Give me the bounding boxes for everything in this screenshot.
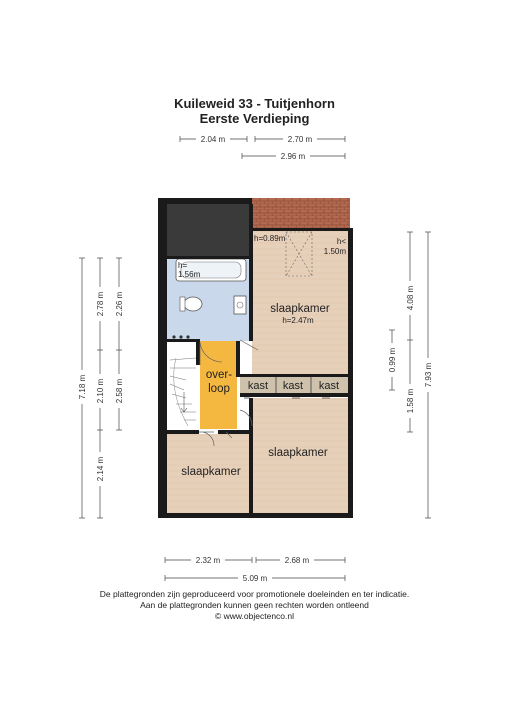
dim-left-inner-a: 2.26 m: [115, 291, 124, 317]
dim-right-c: 1.58 m: [406, 388, 415, 414]
room-label-closet-2: kast: [282, 380, 304, 392]
dim-right-total: 7.93 m: [424, 362, 433, 388]
footer-disclaimer-1: De plattegronden zijn geproduceerd voor promotionele doeleinden en ter indicatie.: [99, 589, 410, 599]
dim-right-b: 4.08 m: [406, 285, 415, 311]
slope-height-high-2: 1.50m: [323, 247, 346, 256]
room-label-closet-1: kast: [247, 380, 269, 392]
dim-right-a: 0.99 m: [388, 347, 397, 373]
room-label-bedroom-small: slaapkamer: [181, 466, 241, 478]
bath-height-2: 1.56m: [178, 270, 201, 279]
room-label-landing-1: over-: [205, 369, 233, 381]
slope-height-low: h=0.89m: [254, 234, 286, 243]
room-label-closet-3: kast: [318, 380, 340, 392]
slope-height-high-1: h<: [336, 237, 346, 246]
footer-copyright: © www.objectenco.nl: [214, 611, 295, 621]
plan-title: Kuileweid 33 - Tuitjenhorn: [174, 96, 335, 111]
room-height-bedroom-main: h=2.47m: [282, 316, 314, 325]
dim-left-mid-c: 2.14 m: [96, 456, 105, 482]
floor-name: Eerste Verdieping: [199, 111, 310, 126]
dim-left-outer: 7.18 m: [78, 374, 87, 400]
sink: [234, 296, 246, 314]
room-label-landing-2: loop: [208, 383, 230, 395]
dim-bottom-total: 5.09 m: [242, 574, 268, 583]
dim-bottom-a: 2.32 m: [195, 556, 221, 565]
room-label-bedroom-back: slaapkamer: [268, 447, 328, 459]
dim-left-inner-b: 2.58 m: [115, 378, 124, 404]
room-label-bedroom-main: slaapkamer: [270, 303, 330, 315]
dim-left-mid-a: 2.78 m: [96, 291, 105, 317]
bath-height-1: h=: [178, 261, 188, 270]
dark-room: [164, 204, 250, 256]
roof-tiles: [250, 198, 350, 230]
dim-top-b: 2.70 m: [287, 135, 313, 144]
toilet: [184, 297, 202, 311]
dim-top-a: 2.04 m: [200, 135, 226, 144]
dim-top-c: 2.96 m: [280, 152, 306, 161]
footer-disclaimer-2: Aan de plattegronden kunnen geen rechten worden ontleend: [140, 600, 369, 610]
dim-bottom-b: 2.68 m: [284, 556, 310, 565]
dim-left-mid-b: 2.10 m: [96, 378, 105, 404]
